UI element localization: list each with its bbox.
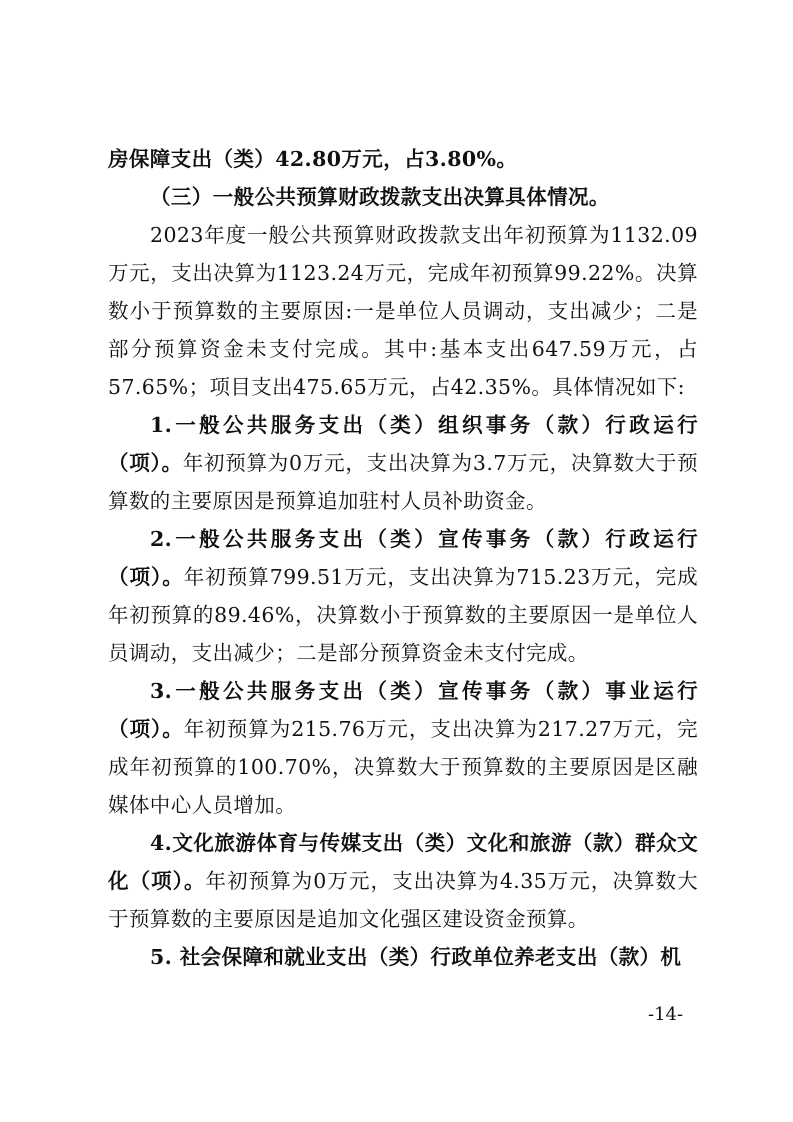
paragraph-text: 房保障支出（类）42.80万元，占3.80%。 — [108, 147, 518, 171]
item-5 — [108, 938, 698, 976]
item-2 — [108, 520, 698, 672]
item-heading: 3.一般公共服务支出（类）宣传事务（款）事业运行（项）。 — [108, 679, 698, 741]
section-heading-3 — [108, 178, 698, 216]
item-heading: 4.文化旅游体育与传媒支出（类）文化和旅游（款）群众文化（项）。 — [108, 831, 698, 893]
item-body: 年初预算为215.76万元，支出决算为217.27万元，完成年初预算的100.70%，决算数大于预算数的主要原因是区融媒体中心人员增加。 — [108, 717, 698, 817]
item-heading: 5. 社会保障和就业支出（类）行政单位养老支出（款）机 — [150, 945, 682, 969]
item-body: 年初预算为0万元，支出决算为4.35万元，决算数大于预算数的主要原因是追加文化强区建设资金预算。 — [108, 869, 698, 931]
item-4 — [108, 824, 698, 938]
paragraph-text: 2023年度一般公共预算财政拨款支出年初预算为1132.09万元，支出决算为1123.24万元，完成年初预算99.22%。决算数小于预算数的主要原因:一是单位人员调动，支出减少；二是部分预算资金未支付完成。其中:基本支出647.59万元，占57.65%；项目支出475.65万元，占42.35%。具体情况如下: — [108, 223, 698, 399]
item-body: 年初预算799.51万元，支出决算为715.23万元，完成年初预算的89.46%，决算数小于预算数的主要原因一是单位人员调动，支出减少；二是部分预算资金未支付完成。 — [108, 565, 698, 665]
item-1 — [108, 406, 698, 520]
item-body: 年初预算为0万元，支出决算为3.7万元，决算数大于预算数的主要原因是预算追加驻村人员补助资金。 — [108, 451, 698, 513]
item-heading: 1.一般公共服务支出（类）组织事务（款）行政运行（项）。 — [108, 413, 698, 475]
paragraph-housing-tail — [108, 140, 698, 178]
page-number: -14- — [648, 1004, 684, 1025]
item-3 — [108, 672, 698, 824]
item-heading: 2.一般公共服务支出（类）宣传事务（款）行政运行（项）。 — [108, 527, 698, 589]
paragraph-overview — [108, 216, 698, 406]
heading-text: （三）一般公共预算财政拨款支出决算具体情况。 — [150, 185, 610, 209]
